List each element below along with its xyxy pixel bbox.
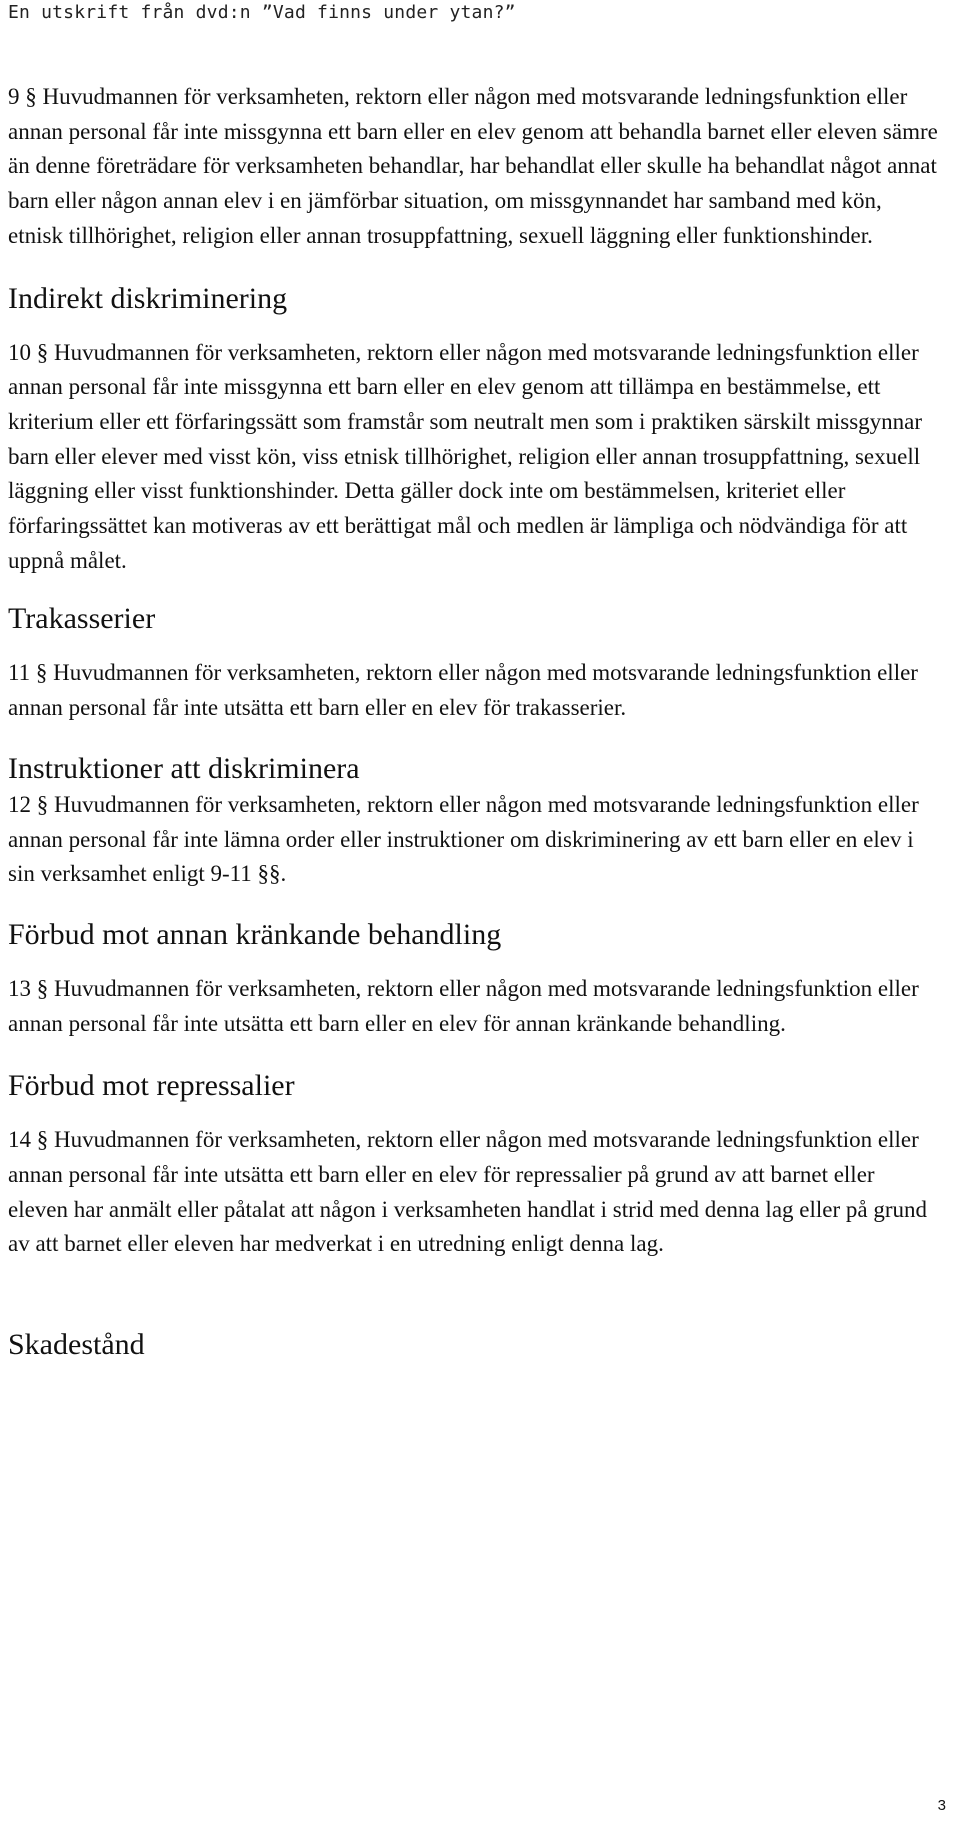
paragraph-10 — [8, 336, 938, 579]
heading-indirekt-diskriminering: Indirekt diskriminering — [8, 281, 288, 315]
paragraph-symbol: § — [36, 339, 49, 365]
paragraph-text: Huvudmannen för verksamheten, rektorn eller någon med motsvarande ledningsfunktion eller annan personal får inte lämna order eller instruktioner om diskriminering av ett barn eller en elev i sin verksamhet enligt 9-11 §§. — [8, 791, 919, 887]
paragraph-symbol: § — [36, 1127, 49, 1153]
paragraph-text: Huvudmannen för verksamheten, rektorn eller någon med motsvarande ledningsfunktion eller annan personal får inte missgynna ett barn eller en elev genom att behandla barnet eller eleven sämre än denne företrädare för verksamheten behandlar, har behandlat eller skulle ha behandlat något annat barn eller någon annan elev i en jämförbar situation, om missgynnandet har samband med kön, etnisk tillhörighet, religion eller annan trosuppfattning, sexuell läggning eller funktionshinder. — [8, 84, 938, 248]
paragraph-number: 13 — [8, 975, 31, 1001]
paragraph-number: 9 — [8, 84, 20, 109]
heading-forbud-mot-repressalier: Förbud mot repressalier — [8, 1069, 295, 1103]
paragraph-number: 10 — [8, 339, 31, 365]
heading-trakasserier: Trakasserier — [8, 602, 156, 636]
paragraph-11 — [8, 656, 938, 725]
paragraph-number: 12 — [8, 791, 31, 817]
paragraph-number: 14 — [8, 1127, 31, 1153]
document-header: En utskrift från dvd:n ”Vad finns under ytan?” — [8, 2, 516, 23]
paragraph-number: 11 — [8, 660, 31, 686]
paragraph-symbol: § — [25, 84, 37, 109]
paragraph-text: Huvudmannen för verksamheten, rektorn eller någon med motsvarande ledningsfunktion eller annan personal får inte utsätta ett barn eller en elev för repressalier på grund av att barnet eller eleven har anmält eller påtalat att någon i verksamheten handlat i strid med denna lag eller på grund av att barnet eller eleven har medverkat i en utredning enligt denna lag. — [8, 1127, 928, 1257]
paragraph-12 — [8, 788, 938, 892]
paragraph-symbol: § — [36, 975, 49, 1001]
paragraph-text: Huvudmannen för verksamheten, rektorn eller någon med motsvarande ledningsfunktion eller annan personal får inte missgynna ett barn eller en elev genom att tillämpa en bestämmelse, ett kriterium eller ett förfaringssätt som framstår som neutralt men som i praktiken särskilt missgynnar barn eller elever med visst kön, viss etnisk tillhörighet, religion eller annan trosuppfattning, sexuell läggning eller visst funktionshinder. Detta gäller dock inte om bestämmelsen, kriteriet eller förfaringssättet kan motiveras av ett berättigat mål och medlen är lämpliga och nödvändiga för att uppnå målet. — [8, 339, 923, 573]
heading-forbud-mot-annan-krankande-behandling: Förbud mot annan kränkande behandling — [8, 917, 502, 951]
paragraph-9 — [8, 80, 938, 254]
heading-skadestand: Skadestånd — [8, 1328, 145, 1362]
page-number: 3 — [937, 1797, 946, 1814]
paragraph-text: Huvudmannen för verksamheten, rektorn eller någon med motsvarande ledningsfunktion eller annan personal får inte utsätta ett barn eller en elev för trakasserier. — [8, 660, 918, 721]
paragraph-symbol: § — [35, 660, 48, 686]
paragraph-text: Huvudmannen för verksamheten, rektorn eller någon med motsvarande ledningsfunktion eller annan personal får inte utsätta ett barn eller en elev för annan kränkande behandling. — [8, 975, 919, 1036]
heading-instruktioner-att-diskriminera: Instruktioner att diskriminera — [8, 751, 360, 785]
paragraph-symbol: § — [36, 791, 49, 817]
paragraph-14 — [8, 1123, 938, 1262]
document-body — [8, 80, 938, 1364]
paragraph-13 — [8, 972, 938, 1041]
